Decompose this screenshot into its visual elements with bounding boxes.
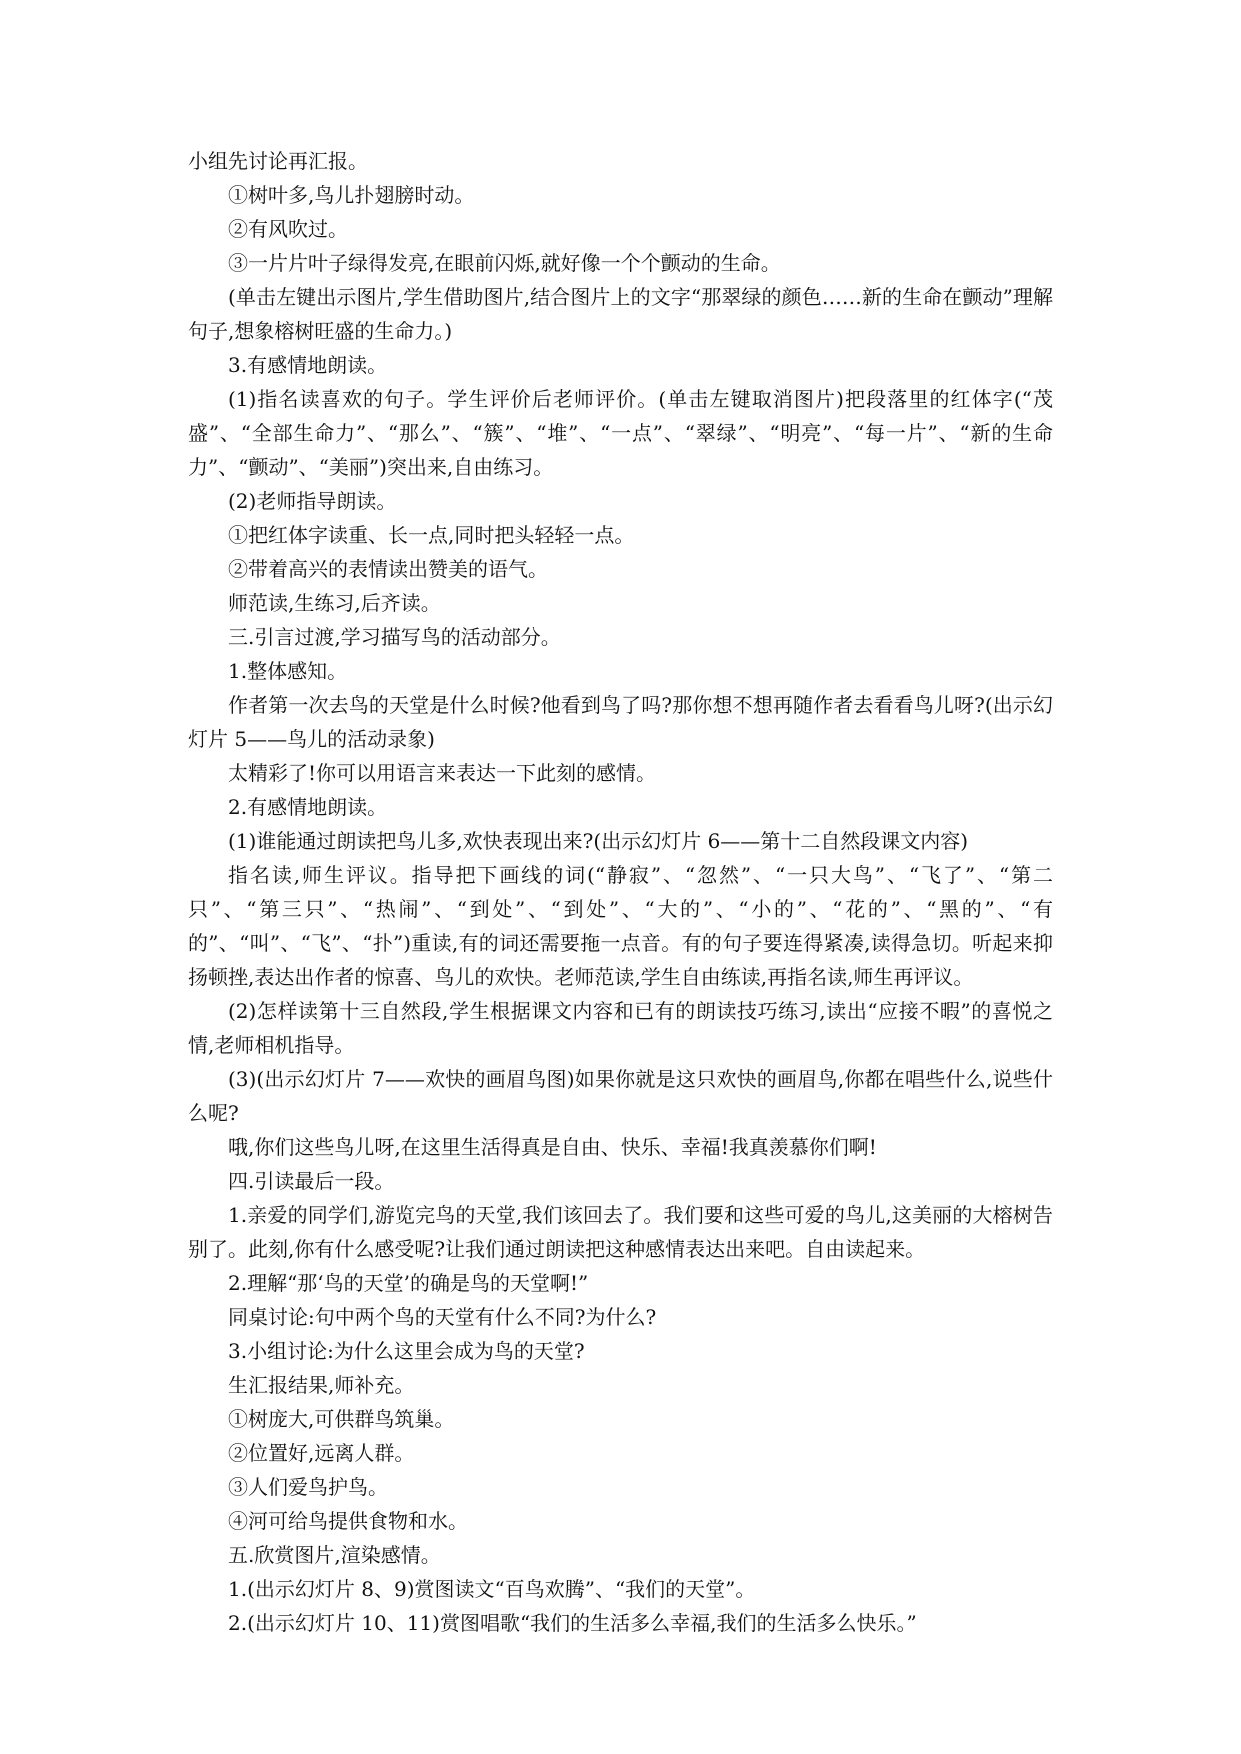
paragraph: 2.理解“那‘鸟的天堂’的确是鸟的天堂啊!” — [228, 1271, 589, 1295]
paragraph: (单击左键出示图片,学生借助图片,结合图片上的文字“那翠绿的颜色……新的生命在颤动”理解句子,想象榕树旺盛的生命力。) — [188, 285, 1053, 343]
paragraph: 3.小组讨论:为什么这里会成为鸟的天堂? — [228, 1339, 585, 1363]
paragraph: 同桌讨论:句中两个鸟的天堂有什么不同?为什么? — [228, 1305, 657, 1329]
paragraph: 1.(出示幻灯片 8、9)赏图读文“百鸟欢腾”、“我们的天堂”。 — [228, 1577, 756, 1601]
paragraph: 太精彩了!你可以用语言来表达一下此刻的感情。 — [228, 761, 657, 785]
paragraph: ④河可给鸟提供食物和水。 — [228, 1509, 468, 1533]
paragraph: 四.引读最后一段。 — [228, 1169, 395, 1193]
paragraph: 生汇报结果,师补充。 — [228, 1373, 415, 1397]
paragraph: ②带着高兴的表情读出赞美的语气。 — [228, 557, 548, 581]
paragraph: (2)老师指导朗读。 — [228, 489, 397, 513]
paragraph: 三.引言过渡,学习描写鸟的活动部分。 — [228, 625, 561, 649]
paragraph: 小组先讨论再汇报。 — [188, 149, 368, 173]
paragraph: 3.有感情地朗读。 — [228, 353, 388, 377]
paragraph: ①树叶多,鸟儿扑翅膀时动。 — [228, 183, 475, 207]
paragraph: ①把红体字读重、长一点,同时把头轻轻一点。 — [228, 523, 635, 547]
paragraph: ③人们爱鸟护鸟。 — [228, 1475, 388, 1499]
paragraph: (2)怎样读第十三自然段,学生根据课文内容和已有的朗读技巧练习,读出“应接不暇”的喜悦之情,老师相机指导。 — [188, 999, 1053, 1057]
paragraph: ③一片片叶子绿得发亮,在眼前闪烁,就好像一个个颤动的生命。 — [228, 251, 781, 275]
paragraph: (1)谁能通过朗读把鸟儿多,欢快表现出来?(出示幻灯片 6——第十二自然段课文内容) — [228, 829, 969, 853]
paragraph: 师范读,生练习,后齐读。 — [228, 591, 441, 615]
paragraph: ②有风吹过。 — [228, 217, 348, 241]
paragraph: 指名读,师生评议。指导把下画线的词(“静寂”、“忽然”、“一只大鸟”、“飞了”、“第二只”、“第三只”、“热闹”、“到处”、“到处”、“大的”、“小的”、“花的”、“黑的”、“有的”、“叫”、“飞”、“扑”)重读,有的词还需要拖一点音。有的句子要连得紧凑,读得急切。听起来抑扬顿挫,表达出作者的惊喜、鸟儿的欢快。老师范读,学生自由练读,再指名读,师生再评议。 — [188, 863, 1053, 989]
paragraph: ①树庞大,可供群鸟筑巢。 — [228, 1407, 455, 1431]
paragraph: 作者第一次去鸟的天堂是什么时候?他看到鸟了吗?那你想不想再随作者去看看鸟儿呀?(出示幻灯片 5——鸟儿的活动录象) — [188, 693, 1053, 751]
paragraph: 1.亲爱的同学们,游览完鸟的天堂,我们该回去了。我们要和这些可爱的鸟儿,这美丽的大榕树告别了。此刻,你有什么感受呢?让我们通过朗读把这种感情表达出来吧。自由读起来。 — [188, 1203, 1053, 1261]
paragraph: 哦,你们这些鸟儿呀,在这里生活得真是自由、快乐、幸福!我真羡慕你们啊! — [228, 1135, 877, 1159]
paragraph: 2.(出示幻灯片 10、11)赏图唱歌“我们的生活多么幸福,我们的生活多么快乐。” — [228, 1611, 917, 1635]
paragraph: ②位置好,远离人群。 — [228, 1441, 415, 1465]
paragraph: (3)(出示幻灯片 7——欢快的画眉鸟图)如果你就是这只欢快的画眉鸟,你都在唱些什么,说些什么呢? — [188, 1067, 1053, 1125]
document-body — [188, 144, 1053, 1640]
paragraph: 2.有感情地朗读。 — [228, 795, 388, 819]
paragraph: 五.欣赏图片,渲染感情。 — [228, 1543, 441, 1567]
paragraph: (1)指名读喜欢的句子。学生评价后老师评价。(单击左键取消图片)把段落里的红体字(“茂盛”、“全部生命力”、“那么”、“簇”、“堆”、“一点”、“翠绿”、“明亮”、“每一片”、“新的生命力”、“颤动”、“美丽”)突出来,自由练习。 — [188, 387, 1053, 479]
paragraph: 1.整体感知。 — [228, 659, 348, 683]
